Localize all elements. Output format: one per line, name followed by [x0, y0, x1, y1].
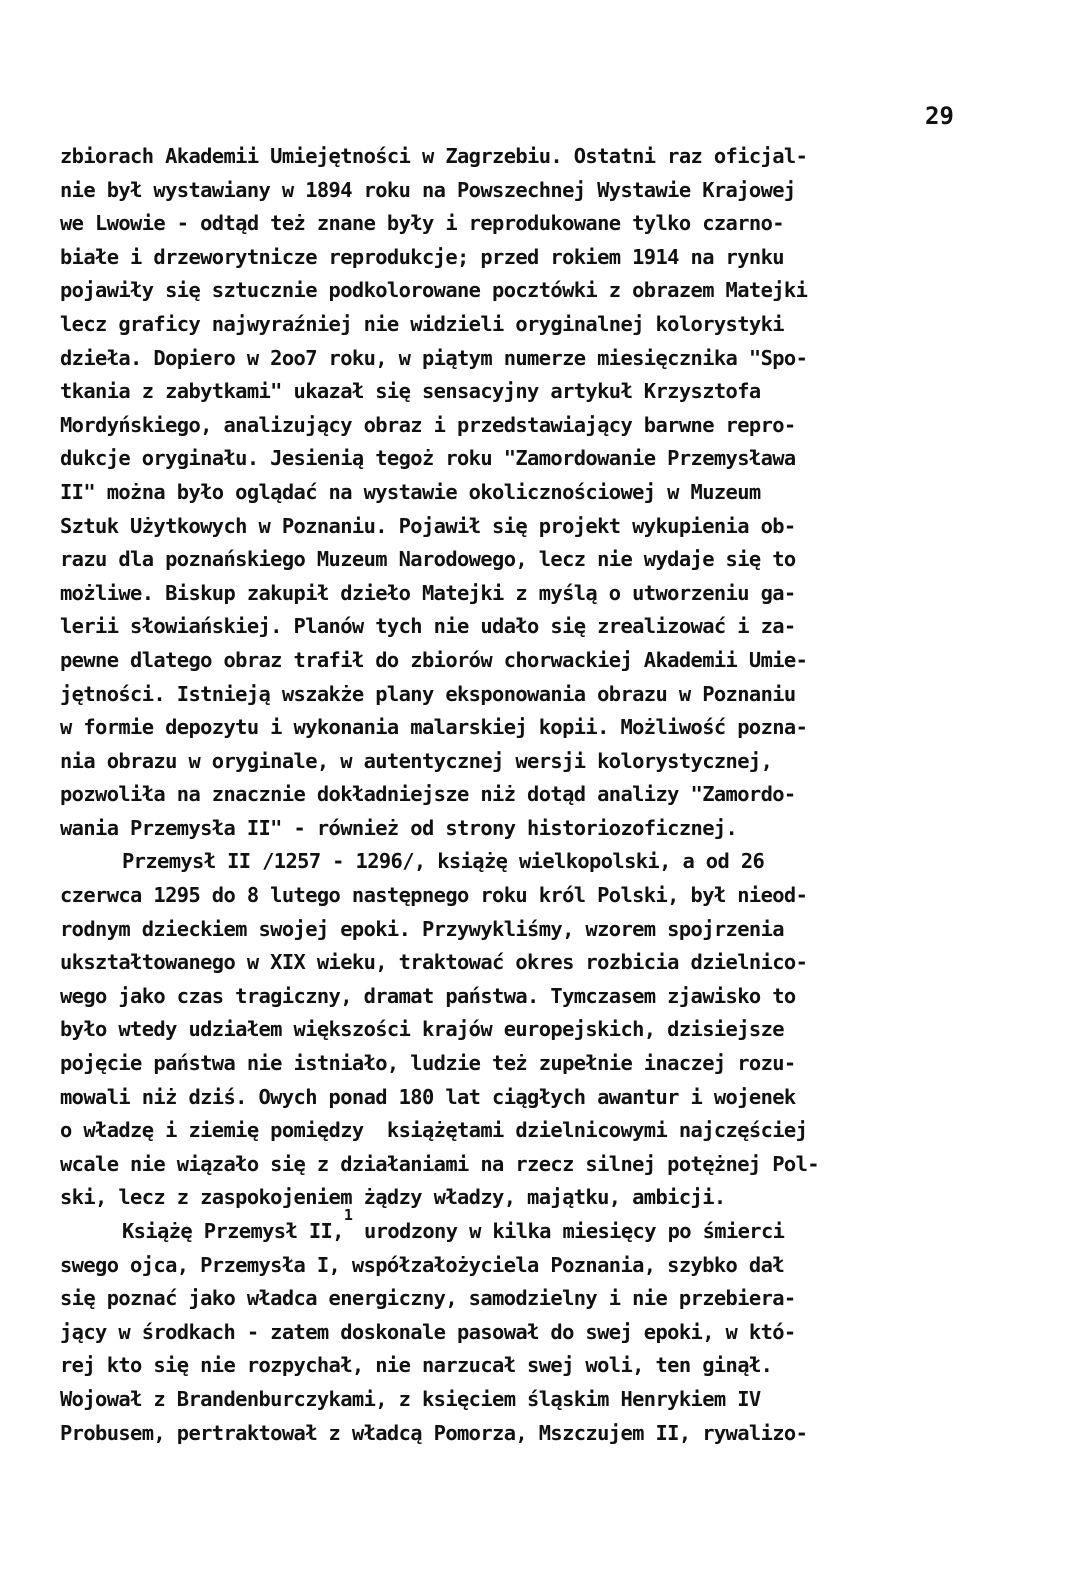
- text-line: Wojował z Brandenburczykami, z księciem śląskim Henrykiem IV: [60, 1386, 761, 1411]
- text-line: Probusem, pertraktował z władcą Pomorza, Mszczujem II, rywalizo-: [60, 1420, 808, 1445]
- text-line: we Lwowie - odtąd też znane były i reprodukowane tylko czarno-: [60, 211, 784, 236]
- text-line: jący w środkach - zatem doskonale pasował do swej epoki, w któ-: [60, 1319, 796, 1344]
- text-line: rej kto się nie rozpychał, nie narzucał swej woli, ten ginął.: [60, 1353, 773, 1378]
- text-line: swego ojca, Przemysła I, współzałożyciela Poznania, szybko dał: [60, 1252, 784, 1277]
- footnote-marker: 1: [343, 1206, 353, 1225]
- paragraph-start-line: [60, 1206, 1050, 1249]
- text-line: pojawiły się sztucznie podkolorowane pocztówki z obrazem Matejki: [60, 278, 808, 303]
- text-line: wego jako czas tragiczny, dramat państwa. Tymczasem zjawisko to: [60, 983, 796, 1008]
- text-line-content: Przemysł II /1257 - 1296/, książę wielkopolski, a od 26: [122, 849, 765, 874]
- text-line: w formie depozytu i wykonania malarskiej kopii. Możliwość pozna-: [60, 715, 808, 740]
- text-line: jętności. Istnieją wszakże plany eksponowania obrazu w Poznaniu: [60, 681, 796, 706]
- text-line: wania Przemysła II" - również od strony historiozoficznej.: [60, 815, 738, 840]
- body-text: [60, 140, 1050, 1450]
- text-line: pojęcie państwa nie istniało, ludzie też zupełnie inaczej rozu-: [60, 1051, 796, 1076]
- text-line: dzieła. Dopiero w 2oo7 roku, w piątym numerze miesięcznika "Spo-: [60, 345, 808, 370]
- text-line: nia obrazu w oryginale, w autentycznej wersji kolorystycznej,: [60, 748, 773, 773]
- text-line: ski, lecz z zaspokojeniem żądzy władzy, majątku, ambicji.: [60, 1185, 726, 1210]
- text-line: pewne dlatego obraz trafił do zbiorów chorwackiej Akademii Umie-: [60, 647, 808, 672]
- text-line: nie był wystawiany w 1894 roku na Powszechnej Wystawie Krajowej: [60, 177, 796, 202]
- text-line: Mordyńskiego, analizujący obraz i przedstawiający barwne repro-: [60, 412, 796, 437]
- text-line: o władzę i ziemię pomiędzy książętami dzielnicowymi najczęściej: [60, 1118, 808, 1143]
- text-line: zbiorach Akademii Umiejętności w Zagrzebiu. Ostatni raz oficjal-: [60, 144, 808, 168]
- text-line: lerii słowiańskiej. Planów tych nie udało się zrealizować i za-: [60, 614, 796, 639]
- text-line: pozwoliła na znacznie dokładniejsze niż dotąd analizy "Zamordo-: [60, 782, 796, 807]
- text-line: było wtedy udziałem większości krajów europejskich, dzisiejsze: [60, 1017, 784, 1042]
- text-line: II" można było oglądać na wystawie okolicznościowej w Muzeum: [60, 479, 761, 504]
- text-line-content: urodzony w kilka miesięcy po śmierci: [363, 1219, 785, 1243]
- text-line: wcale nie wiązało się z działaniami na rzecz silnej potężnej Pol-: [60, 1151, 819, 1176]
- text-line: dukcje oryginału. Jesienią tegoż roku "Zamordowanie Przemysława: [60, 446, 796, 471]
- text-line: rodnym dzieckiem swojej epoki. Przywykliśmy, wzorem spojrzenia: [60, 916, 784, 941]
- text-line: białe i drzeworytnicze reprodukcje; przed rokiem 1914 na rynku: [60, 244, 784, 269]
- text-line: Sztuk Użytkowych w Poznaniu. Pojawił się projekt wykupienia ob-: [60, 513, 796, 538]
- text-line: się poznać jako władca energiczny, samodzielny i nie przebiera-: [60, 1286, 796, 1311]
- page-number: 29: [925, 102, 954, 130]
- text-line: ukształtowanego w XIX wieku, traktować okres rozbicia dzielnico-: [60, 950, 808, 975]
- text-line: razu dla poznańskiego Muzeum Narodowego, lecz nie wydaje się to: [60, 547, 796, 572]
- paragraph-start-line: [60, 845, 1050, 879]
- text-line: czerwca 1295 do 8 lutego następnego roku król Polski, był nieod-: [60, 883, 808, 908]
- text-line: lecz graficy najwyraźniej nie widzieli oryginalnej kolorystyki: [60, 311, 784, 336]
- text-line: mowali niż dziś. Owych ponad 180 lat ciągłych awantur i wojenek: [60, 1084, 796, 1109]
- text-line: tkania z zabytkami" ukazał się sensacyjny artykuł Krzysztofa: [60, 379, 761, 404]
- text-line: możliwe. Biskup zakupił dzieło Matejki z myślą o utworzeniu ga-: [60, 580, 796, 605]
- text-line-content: Książę Przemysł II,: [122, 1219, 344, 1243]
